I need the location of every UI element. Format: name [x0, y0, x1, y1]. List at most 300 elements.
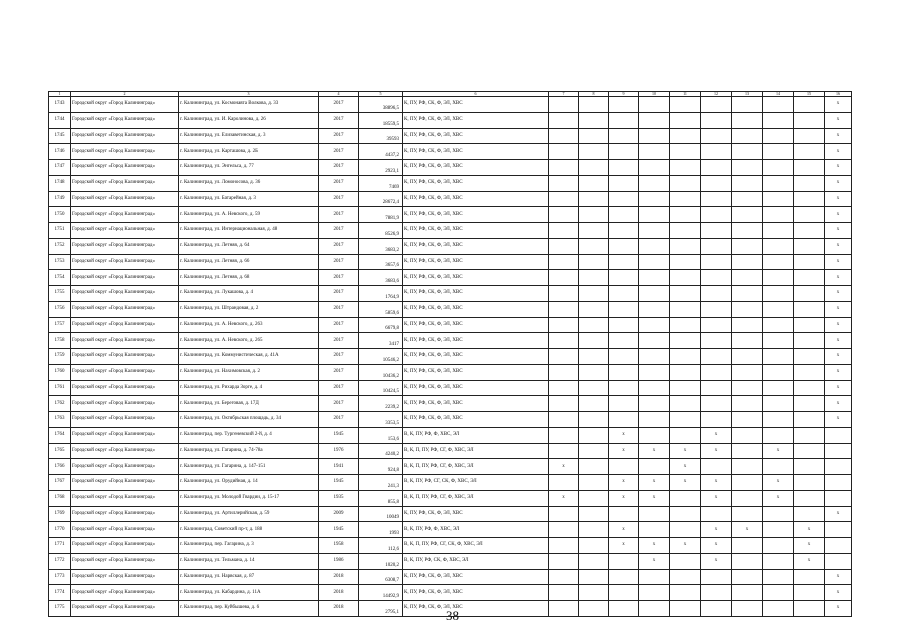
- mark-cell: x: [825, 585, 852, 601]
- mark-cell: [579, 380, 609, 396]
- mark-cell: [549, 317, 579, 333]
- mark-cell: x: [825, 301, 852, 317]
- address-cell: г. Калининград, ул. Тельмана, д. 14: [179, 553, 319, 569]
- mark-cell: [825, 522, 852, 538]
- mark-cell: [670, 144, 701, 160]
- mark-cell: x: [825, 317, 852, 333]
- header-cell: 1: [49, 92, 71, 97]
- works-cell: К, ПУ, РФ, СК, Ф, ЭЛ, ХВС: [403, 97, 549, 113]
- table-row: [49, 223, 852, 239]
- mark-cell: [763, 160, 794, 176]
- address-cell: г. Калининград, ул. А. Невского, д. 263: [179, 317, 319, 333]
- area-cell: 38896,5: [359, 97, 403, 113]
- table-row: [49, 97, 852, 113]
- year-cell: 2017: [319, 301, 359, 317]
- mark-cell: [701, 396, 732, 412]
- area-cell: 2923,1: [359, 160, 403, 176]
- table-row: [49, 254, 852, 270]
- header-cell: 14: [763, 92, 794, 97]
- works-cell: К, ПУ, РФ, СК, Ф, ЭЛ, ХВС: [403, 207, 549, 223]
- area-cell: 153,6: [359, 427, 403, 443]
- mark-cell: [763, 97, 794, 113]
- year-cell: 2017: [319, 254, 359, 270]
- works-cell: К, ПУ, РФ, СК, Ф, ЭЛ, ХВС: [403, 175, 549, 191]
- year-cell: 2017: [319, 128, 359, 144]
- mark-cell: [639, 506, 670, 522]
- table-row: [49, 191, 852, 207]
- mark-cell: [549, 301, 579, 317]
- row-number: 1763: [49, 412, 71, 428]
- mark-cell: x: [825, 506, 852, 522]
- table-row: [49, 317, 852, 333]
- mark-cell: [701, 459, 732, 475]
- year-cell: 2018: [319, 585, 359, 601]
- area-cell: 2239,2: [359, 396, 403, 412]
- table-row: [49, 506, 852, 522]
- year-cell: 1935: [319, 490, 359, 506]
- works-cell: К, ПУ, РФ, СК, Ф, ЭЛ, ХВС: [403, 380, 549, 396]
- area-cell: 6679,8: [359, 317, 403, 333]
- mark-cell: [794, 506, 825, 522]
- mark-cell: [732, 459, 763, 475]
- mark-cell: [609, 569, 639, 585]
- mark-cell: [639, 585, 670, 601]
- mark-cell: [639, 238, 670, 254]
- mark-cell: x: [609, 522, 639, 538]
- mark-cell: [639, 380, 670, 396]
- mark-cell: [549, 538, 579, 554]
- row-number: 1750: [49, 207, 71, 223]
- mark-cell: [670, 301, 701, 317]
- mark-cell: [701, 112, 732, 128]
- header-cell: 10: [639, 92, 670, 97]
- mark-cell: x: [609, 475, 639, 491]
- mark-cell: [639, 333, 670, 349]
- address-cell: г. Калининград, ул. Летняя, д. 66: [179, 254, 319, 270]
- mark-cell: [579, 522, 609, 538]
- mark-cell: [763, 301, 794, 317]
- area-cell: 10436,2: [359, 364, 403, 380]
- owner-cell: Городской округ «Город Калининград»: [71, 191, 179, 207]
- mark-cell: [639, 364, 670, 380]
- header-cell: 13: [732, 92, 763, 97]
- row-number: 1760: [49, 364, 71, 380]
- mark-cell: [763, 427, 794, 443]
- header-cell: 3: [179, 92, 319, 97]
- mark-cell: x: [763, 443, 794, 459]
- mark-cell: [701, 270, 732, 286]
- owner-cell: Городской округ «Город Калининград»: [71, 333, 179, 349]
- mark-cell: [609, 412, 639, 428]
- mark-cell: [701, 585, 732, 601]
- mark-cell: [670, 553, 701, 569]
- mark-cell: x: [825, 270, 852, 286]
- mark-cell: x: [825, 207, 852, 223]
- table-row: [49, 301, 852, 317]
- table-row: [49, 380, 852, 396]
- mark-cell: [794, 191, 825, 207]
- year-cell: 2017: [319, 317, 359, 333]
- mark-cell: [701, 144, 732, 160]
- mark-cell: [609, 254, 639, 270]
- mark-cell: x: [639, 538, 670, 554]
- mark-cell: [701, 160, 732, 176]
- mark-cell: [763, 506, 794, 522]
- mark-cell: [701, 569, 732, 585]
- address-cell: г. Калининград, ул. Артиллерийская, д. 59: [179, 506, 319, 522]
- header-cell: 4: [319, 92, 359, 97]
- owner-cell: Городской округ «Город Калининград»: [71, 160, 179, 176]
- owner-cell: Городской округ «Город Калининград»: [71, 112, 179, 128]
- mark-cell: [670, 396, 701, 412]
- works-cell: К, ПУ, РФ, СК, Ф, ЭЛ, ХВС: [403, 238, 549, 254]
- year-cell: 2009: [319, 506, 359, 522]
- mark-cell: [549, 97, 579, 113]
- address-cell: г. Калининград, Советский пр-т, д. 188: [179, 522, 319, 538]
- owner-cell: Городской округ «Город Калининград»: [71, 207, 179, 223]
- mark-cell: [701, 223, 732, 239]
- mark-cell: [763, 317, 794, 333]
- works-cell: К, ПУ, РФ, СК, Ф, ЭЛ, ХВС: [403, 112, 549, 128]
- mark-cell: [609, 97, 639, 113]
- mark-cell: [794, 175, 825, 191]
- mark-cell: [670, 97, 701, 113]
- mark-cell: [794, 443, 825, 459]
- mark-cell: [732, 160, 763, 176]
- mark-cell: [609, 286, 639, 302]
- address-cell: г. Калининград, ул. А. Невского, д. 265: [179, 333, 319, 349]
- mark-cell: [701, 317, 732, 333]
- mark-cell: [639, 569, 670, 585]
- mark-cell: [732, 254, 763, 270]
- mark-cell: x: [639, 475, 670, 491]
- header-cell: 9: [609, 92, 639, 97]
- owner-cell: Городской округ «Город Калининград»: [71, 238, 179, 254]
- row-number: 1754: [49, 270, 71, 286]
- header-cell: 15: [794, 92, 825, 97]
- mark-cell: x: [701, 522, 732, 538]
- address-cell: г. Калининград, ул. Нахимовская, д. 2: [179, 364, 319, 380]
- mark-cell: [701, 301, 732, 317]
- owner-cell: Городской округ «Город Калининград»: [71, 553, 179, 569]
- mark-cell: [701, 207, 732, 223]
- mark-cell: [549, 569, 579, 585]
- mark-cell: [549, 522, 579, 538]
- mark-cell: [732, 506, 763, 522]
- mark-cell: [549, 364, 579, 380]
- mark-cell: [609, 396, 639, 412]
- mark-cell: [579, 333, 609, 349]
- mark-cell: [794, 412, 825, 428]
- mark-cell: [732, 97, 763, 113]
- mark-cell: [763, 396, 794, 412]
- mark-cell: [579, 160, 609, 176]
- mark-cell: [825, 553, 852, 569]
- mark-cell: [639, 254, 670, 270]
- works-cell: В, К, П, ПУ, РФ, СГ, Ф, ХВС, ЭЛ: [403, 490, 549, 506]
- mark-cell: [579, 223, 609, 239]
- mark-cell: [639, 207, 670, 223]
- mark-cell: x: [639, 490, 670, 506]
- mark-cell: [639, 286, 670, 302]
- mark-cell: [579, 191, 609, 207]
- area-cell: 18559,5: [359, 112, 403, 128]
- mark-cell: [732, 475, 763, 491]
- mark-cell: x: [825, 97, 852, 113]
- mark-cell: [732, 333, 763, 349]
- mark-cell: x: [825, 112, 852, 128]
- row-number: 1756: [49, 301, 71, 317]
- year-cell: 2017: [319, 175, 359, 191]
- year-cell: 1945: [319, 427, 359, 443]
- header-cell: 2: [71, 92, 179, 97]
- mark-cell: [701, 286, 732, 302]
- header-cell: 12: [701, 92, 732, 97]
- area-cell: 28672,4: [359, 191, 403, 207]
- mark-cell: [609, 585, 639, 601]
- mark-cell: x: [670, 459, 701, 475]
- owner-cell: Городской округ «Город Калининград»: [71, 175, 179, 191]
- mark-cell: [794, 207, 825, 223]
- table-row: [49, 207, 852, 223]
- address-cell: г. Калининград, ул. Орудийная, д. 14: [179, 475, 319, 491]
- mark-cell: [609, 160, 639, 176]
- address-cell: г. Калининград, пер. Куйбышева, д. 6: [179, 601, 319, 617]
- table-row: [49, 128, 852, 144]
- area-cell: 3353,5: [359, 412, 403, 428]
- mark-cell: [732, 443, 763, 459]
- works-cell: В, К, П, ПУ, РФ, СГ, Ф, ХВС, ЭЛ: [403, 443, 549, 459]
- year-cell: 2017: [319, 412, 359, 428]
- row-number: 1745: [49, 128, 71, 144]
- year-cell: 2017: [319, 270, 359, 286]
- mark-cell: [732, 144, 763, 160]
- mark-cell: [670, 569, 701, 585]
- works-cell: К, ПУ, РФ, СК, Ф, ЭЛ, ХВС: [403, 333, 549, 349]
- works-cell: К, ПУ, РФ, СК, Ф, ЭЛ, ХВС: [403, 506, 549, 522]
- table-row: [49, 270, 852, 286]
- mark-cell: [732, 349, 763, 365]
- mark-cell: [732, 301, 763, 317]
- mark-cell: [579, 349, 609, 365]
- mark-cell: [579, 238, 609, 254]
- mark-cell: [732, 207, 763, 223]
- mark-cell: [579, 459, 609, 475]
- address-cell: г. Калининград, ул. Гагарина, д. 74-78а: [179, 443, 319, 459]
- mark-cell: [609, 223, 639, 239]
- mark-cell: [794, 270, 825, 286]
- mark-cell: [609, 175, 639, 191]
- mark-cell: [701, 191, 732, 207]
- row-number: 1751: [49, 223, 71, 239]
- row-number: 1761: [49, 380, 71, 396]
- owner-cell: Городской округ «Город Калининград»: [71, 301, 179, 317]
- mark-cell: [579, 506, 609, 522]
- mark-cell: [794, 112, 825, 128]
- mark-cell: [701, 97, 732, 113]
- year-cell: 2017: [319, 207, 359, 223]
- owner-cell: Городской округ «Город Калининград»: [71, 475, 179, 491]
- mark-cell: [609, 112, 639, 128]
- works-cell: К, ПУ, РФ, СК, Ф, ЭЛ, ХВС: [403, 317, 549, 333]
- owner-cell: Городской округ «Город Калининград»: [71, 427, 179, 443]
- mark-cell: [763, 412, 794, 428]
- works-cell: В, К, ПУ, РФ, СК, Ф, ХВС, ЭЛ: [403, 553, 549, 569]
- mark-cell: [549, 333, 579, 349]
- owner-cell: Городской округ «Город Калининград»: [71, 569, 179, 585]
- year-cell: 2017: [319, 97, 359, 113]
- owner-cell: Городской округ «Город Калининград»: [71, 364, 179, 380]
- row-number: 1748: [49, 175, 71, 191]
- mark-cell: [579, 254, 609, 270]
- table-row: [49, 538, 852, 554]
- mark-cell: [639, 412, 670, 428]
- area-cell: 8526,9: [359, 223, 403, 239]
- area-cell: 5859,6: [359, 301, 403, 317]
- year-cell: 2017: [319, 380, 359, 396]
- mark-cell: [732, 191, 763, 207]
- owner-cell: Городской округ «Город Калининград»: [71, 286, 179, 302]
- table-row: [49, 112, 852, 128]
- area-cell: 7469: [359, 175, 403, 191]
- table-row: [49, 553, 852, 569]
- area-cell: 10049: [359, 506, 403, 522]
- mark-cell: [670, 128, 701, 144]
- mark-cell: [579, 207, 609, 223]
- mark-cell: [732, 238, 763, 254]
- mark-cell: [825, 475, 852, 491]
- mark-cell: [670, 522, 701, 538]
- mark-cell: [794, 459, 825, 475]
- table-row: [49, 396, 852, 412]
- mark-cell: [763, 569, 794, 585]
- mark-cell: [825, 459, 852, 475]
- mark-cell: [579, 396, 609, 412]
- mark-cell: [732, 569, 763, 585]
- row-number: 1773: [49, 569, 71, 585]
- mark-cell: x: [825, 333, 852, 349]
- mark-cell: [763, 333, 794, 349]
- area-cell: 4240,2: [359, 443, 403, 459]
- works-cell: К, ПУ, РФ, СК, Ф, ЭЛ, ХВС: [403, 160, 549, 176]
- mark-cell: [670, 207, 701, 223]
- mark-cell: [579, 427, 609, 443]
- mark-cell: [639, 97, 670, 113]
- mark-cell: [639, 160, 670, 176]
- year-cell: 1958: [319, 538, 359, 554]
- owner-cell: Городской округ «Город Калининград»: [71, 223, 179, 239]
- owner-cell: Городской округ «Город Калининград»: [71, 522, 179, 538]
- mark-cell: [763, 349, 794, 365]
- mark-cell: [639, 175, 670, 191]
- area-cell: 924,8: [359, 459, 403, 475]
- mark-cell: x: [825, 223, 852, 239]
- row-number: 1759: [49, 349, 71, 365]
- area-cell: 241,3: [359, 475, 403, 491]
- mark-cell: [763, 286, 794, 302]
- row-number: 1772: [49, 553, 71, 569]
- mark-cell: [549, 585, 579, 601]
- address-cell: г. Калининград, ул. Молодой Гвардии, д. 15-17: [179, 490, 319, 506]
- mark-cell: x: [825, 238, 852, 254]
- mark-cell: [670, 490, 701, 506]
- mark-cell: [794, 223, 825, 239]
- mark-cell: [609, 317, 639, 333]
- mark-cell: [579, 490, 609, 506]
- mark-cell: [670, 427, 701, 443]
- area-cell: 855,8: [359, 490, 403, 506]
- register-table: [48, 91, 852, 617]
- year-cell: 1941: [319, 459, 359, 475]
- table-row: [49, 364, 852, 380]
- table-body: [49, 92, 852, 617]
- address-cell: г. Калининград, ул. Елизаветинская, д. 3: [179, 128, 319, 144]
- mark-cell: [639, 459, 670, 475]
- mark-cell: [670, 112, 701, 128]
- mark-cell: [639, 301, 670, 317]
- mark-cell: x: [794, 538, 825, 554]
- header-cell: 8: [579, 92, 609, 97]
- table-row: [49, 286, 852, 302]
- works-cell: В, К, П, ПУ, РФ, СГ, Ф, ХВС, ЭЛ: [403, 459, 549, 475]
- row-number: 1753: [49, 254, 71, 270]
- mark-cell: [579, 112, 609, 128]
- mark-cell: x: [794, 522, 825, 538]
- mark-cell: [670, 254, 701, 270]
- mark-cell: [701, 380, 732, 396]
- works-cell: К, ПУ, РФ, СК, Ф, ЭЛ, ХВС: [403, 601, 549, 617]
- mark-cell: [549, 443, 579, 459]
- mark-cell: [763, 144, 794, 160]
- mark-cell: [701, 175, 732, 191]
- owner-cell: Городской округ «Город Калининград»: [71, 443, 179, 459]
- address-cell: г. Калининград, пер. Тургеневский 2-й, д. 4: [179, 427, 319, 443]
- works-cell: В, К, ПУ, РФ, Ф, ХВС, ЭЛ: [403, 427, 549, 443]
- table-row: [49, 175, 852, 191]
- mark-cell: [579, 443, 609, 459]
- address-cell: г. Калининград, ул. Ломоносова, д. 36: [179, 175, 319, 191]
- owner-cell: Городской округ «Город Калининград»: [71, 128, 179, 144]
- owner-cell: Городской округ «Город Калининград»: [71, 459, 179, 475]
- mark-cell: [670, 223, 701, 239]
- mark-cell: [825, 490, 852, 506]
- owner-cell: Городской округ «Город Калининград»: [71, 97, 179, 113]
- row-number: 1774: [49, 585, 71, 601]
- mark-cell: [579, 175, 609, 191]
- works-cell: К, ПУ, РФ, СК, Ф, ЭЛ, ХВС: [403, 585, 549, 601]
- mark-cell: x: [609, 538, 639, 554]
- mark-cell: [825, 443, 852, 459]
- mark-cell: [732, 364, 763, 380]
- table-row: [49, 459, 852, 475]
- mark-cell: [670, 349, 701, 365]
- mark-cell: [549, 349, 579, 365]
- row-number: 1757: [49, 317, 71, 333]
- table-row: [49, 475, 852, 491]
- address-cell: г. Калининград, ул. Батарейная, д. 3: [179, 191, 319, 207]
- mark-cell: [670, 585, 701, 601]
- mark-cell: [579, 286, 609, 302]
- mark-cell: [639, 522, 670, 538]
- mark-cell: [794, 396, 825, 412]
- mark-cell: [794, 380, 825, 396]
- mark-cell: [549, 412, 579, 428]
- works-cell: К, ПУ, РФ, СК, Ф, ЭЛ, ХВС: [403, 128, 549, 144]
- year-cell: 2017: [319, 223, 359, 239]
- mark-cell: [549, 254, 579, 270]
- works-cell: К, ПУ, РФ, СК, Ф, ЭЛ, ХВС: [403, 412, 549, 428]
- mark-cell: [732, 553, 763, 569]
